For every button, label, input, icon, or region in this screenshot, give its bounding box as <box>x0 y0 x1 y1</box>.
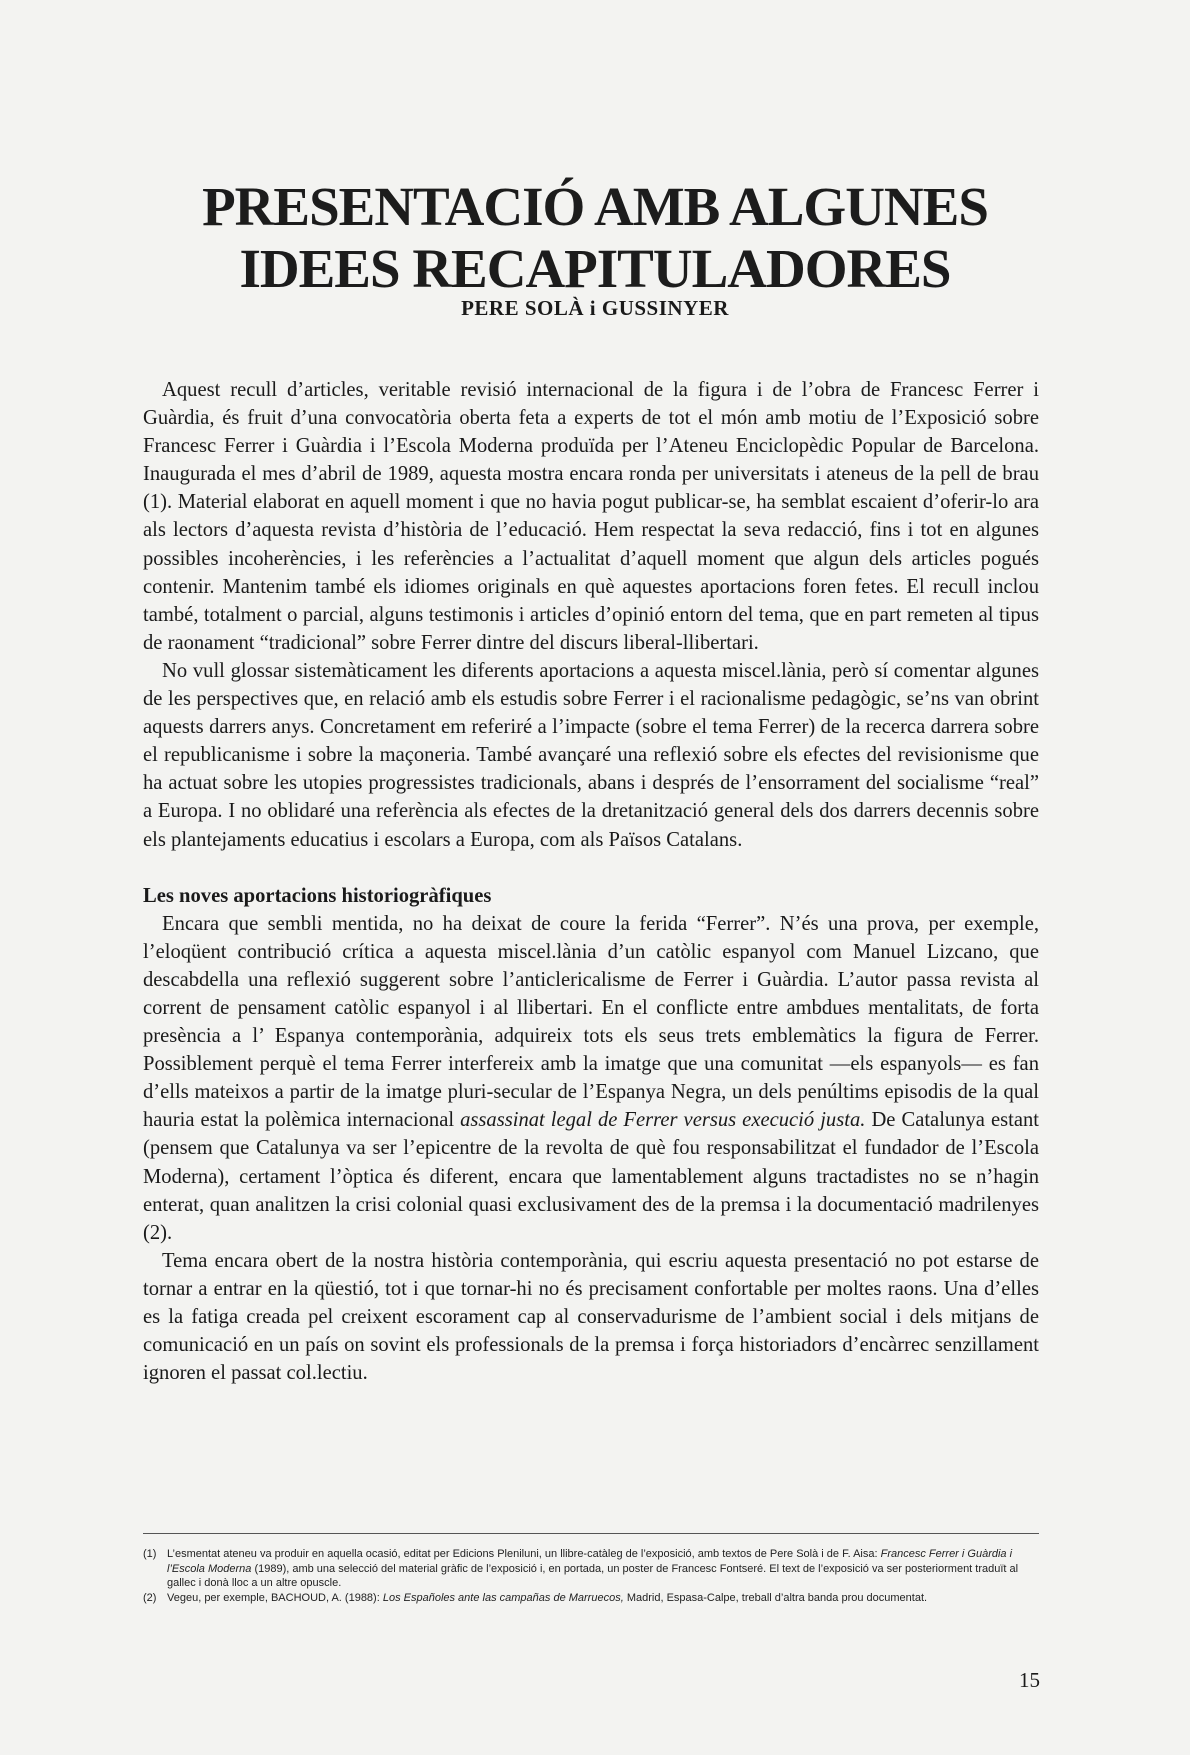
section-heading: Les noves aportacions historiogràfiques <box>143 884 492 907</box>
paragraph-3 <box>143 910 1039 1247</box>
footnote-2-number: (2) <box>143 1591 157 1604</box>
footnote-2-part-b: Madrid, Espasa-Calpe, treball d’altra banda prou documentat. <box>626 1591 928 1604</box>
footnote-1-number: (1) <box>143 1548 157 1560</box>
paragraph-3-italic: assassinat legal de Ferrer versus execució justa. <box>460 1109 866 1132</box>
footnote-divider <box>143 1533 1039 1534</box>
paragraph-3-part-b: De Catalunya estant (pensem que Catalunya va ser l’epicentre de la revolta de què fou responsabilitzat el fundador de l’Escola Moderna), certament l’òptica és diferent, encara que lamentablement alguns tractadistes no se n’hagin enterat, quan analitzen la crisi colonial quasi exclusivament des de la premsa i la documentació madrilenyes (2). <box>143 1109 1039 1244</box>
footnotes <box>143 1547 1039 1605</box>
footnote-2-text <box>167 1591 1039 1606</box>
paragraph-3-part-a: Encara que sembli mentida, no ha deixat de coure la ferida “Ferrer”. N’és una prova, per exemple, l’eloqüent contribució crítica a aquesta miscel.lània d’un catòlic espanyol com Manuel Lizcano, que descabdella una reflexió suggerent sobre l’anticlericalisme de Ferrer i Guàrdia. L’autor passa revista al corrent de pensament catòlic espanyol i al llibertari. En el conflicte entre ambdues mentalitats, de forta presència a l’ Espanya contemporània, adquireix tots els seus trets emblemàtics la figura de Ferrer. Possiblement perquè el tema Ferrer interfereix amb la imatge que una comunitat —els espanyols— es fan d’ells mateixos a partir de la imatge pluri-secular de l’Espanya Negra, un dels penúltims episodis de la qual hauria estat la polèmica internacional <box>143 912 1039 1132</box>
footnote-1-italic: Francesc Ferrer i Guàrdia i l’Escola Moderna <box>167 1548 1013 1575</box>
footnote-1 <box>143 1547 1039 1591</box>
footnote-1-text <box>167 1547 1039 1591</box>
footnote-2-part-a: Vegeu, per exemple, BACHOUD, A. (1988): <box>167 1591 380 1604</box>
paragraph-2: No vull glossar sistemàticament les diferents aportacions a aquesta miscel.lània, però sí comentar algunes de les perspectives que, en relació amb els estudis sobre Ferrer i el racionalisme pedagògic, se’ns van obrint aquests darrers anys. Concretament em referiré a l’impacte (sobre el tema Ferrer) de la recerca darrera sobre el republicanisme i sobre la maçoneria. També avançaré una reflexió sobre els efectes del revisionisme que ha actuat sobre les utopies progressistes tradicionals, abans i després de l’ensorrament del socialisme “real” a Europa. I no oblidaré una referència als efectes de la dretanització general dels dos darrers decennis sobre els plantejaments educatius i escolars a Europa, com als Països Catalans. <box>143 659 1039 851</box>
title-line-1: PRESENTACIÓ AMB ALGUNES <box>202 176 988 237</box>
footnote-2 <box>143 1591 1039 1606</box>
page-number: 15 <box>1019 1668 1040 1692</box>
paragraph-4: Tema encara obert de la nostra història contemporània, qui escriu aquesta presentació no pot estarse de tornar a entrar en la qüestió, tot i que tornar-hi no és precisament confortable per moltes raons. Una d’elles es la fatiga creada pel creixent escorament cap al conservadurisme de l’ambient social i dels mitjans de comunicació en un país on sovint els professionals de la premsa i força historiadors d’encàrrec senzillament ignoren el passat col.lectiu. <box>143 1249 1039 1385</box>
footnote-1-part-b: (1989), amb una selecció del material gràfic de l’exposició i, en portada, un poster de Francesc Fontseré. El text de l’exposició va ser posteriorment traduït al gallec i donà lloc a un altre opuscle. <box>167 1562 1019 1589</box>
footnote-2-italic: Los Españoles ante las campañas de Marruecos, <box>382 1591 624 1604</box>
footnote-1-part-a: L’esmentat ateneu va produir en aquella ocasió, editat per Edicions Pleniluni, un llibre-catàleg de l’exposició, amb textos de Pere Solà i de F. Aisa: <box>167 1548 878 1560</box>
title-line-2: IDEES RECAPITULADORES <box>239 238 951 299</box>
article-body <box>143 376 1039 1387</box>
page-title <box>0 176 1190 300</box>
paragraph-1: Aquest recull d’articles, veritable revisió internacional de la figura i de l’obra de Francesc Ferrer i Guàrdia, és fruit d’una convocatòria oberta feta a experts de tot el món amb motiu de l’Exposició sobre Francesc Ferrer i Guàrdia i l’Escola Moderna produïda per l’Ateneu Enciclopèdic Popular de Barcelona. Inaugurada el mes d’abril de 1989, aquesta mostra encara ronda per universitats i ateneus de la pell de brau (1). Material elaborat en aquell moment i que no havia pogut publicar-se, ha semblat escaient d’oferir-lo ara als lectors d’aquesta revista d’història de l’educació. Hem respectat la seva redacció, fins i tot en algunes possibles incoherències, i les referències a l’actualitat d’aquell moment que algun dels articles pogués contenir. Mantenim també els idiomes originals en què aquestes aportacions foren fetes. El recull inclou també, totalment o parcial, alguns testimonis i articles d’opinió entorn del tema, que en part remeten al tipus de raonament “tradicional” sobre Ferrer dintre del discurs liberal-llibertari. <box>143 379 1039 654</box>
author-name: PERE SOLÀ i GUSSINYER <box>461 296 729 320</box>
